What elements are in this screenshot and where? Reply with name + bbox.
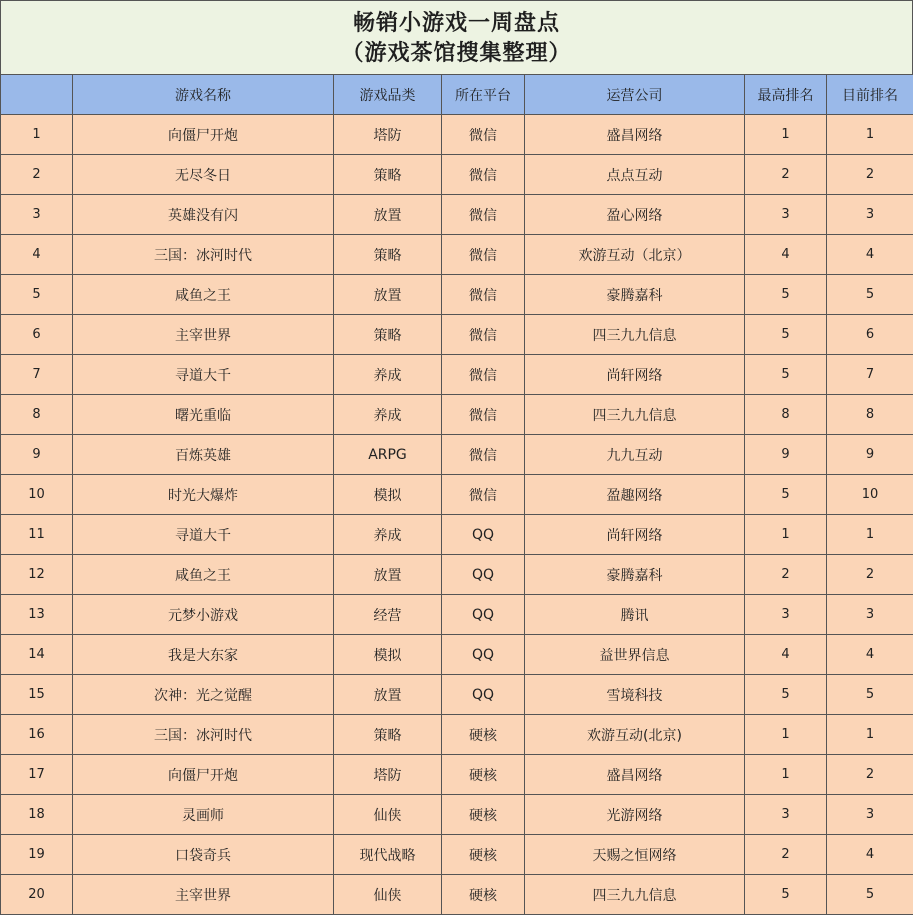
cell-genre: 养成 [334, 355, 442, 395]
cell-game-name: 英雄没有闪 [73, 195, 334, 235]
cell-best-rank: 3 [745, 195, 827, 235]
cell-game-name: 曙光重临 [73, 395, 334, 435]
cell-current-rank: 3 [827, 595, 913, 635]
cell-best-rank: 1 [745, 115, 827, 155]
title-sub: （游戏茶馆搜集整理） [341, 39, 572, 66]
table-row [1, 795, 913, 835]
cell-game-name: 口袋奇兵 [73, 835, 334, 875]
cell-best-rank: 5 [745, 875, 827, 915]
cell-best-rank: 4 [745, 235, 827, 275]
cell-game-name: 灵画师 [73, 795, 334, 835]
cell-genre: 放置 [334, 195, 442, 235]
cell-platform: 硬核 [442, 835, 525, 875]
cell-company: 九九互动 [525, 435, 745, 475]
cell-company: 盛昌网络 [525, 755, 745, 795]
cell-genre: 放置 [334, 275, 442, 315]
cell-current-rank: 3 [827, 795, 913, 835]
cell-current-rank: 2 [827, 755, 913, 795]
cell-company: 盛昌网络 [525, 115, 745, 155]
table-row [1, 155, 913, 195]
cell-current-rank: 5 [827, 875, 913, 915]
cell-index: 6 [1, 315, 73, 355]
cell-best-rank: 1 [745, 715, 827, 755]
cell-genre: ARPG [334, 435, 442, 475]
cell-index: 4 [1, 235, 73, 275]
cell-game-name: 三国：冰河时代 [73, 715, 334, 755]
cell-current-rank: 4 [827, 235, 913, 275]
cell-index: 8 [1, 395, 73, 435]
cell-platform: 硬核 [442, 755, 525, 795]
cell-game-name: 我是大东家 [73, 635, 334, 675]
cell-game-name: 次神：光之觉醒 [73, 675, 334, 715]
cell-best-rank: 2 [745, 555, 827, 595]
cell-platform: QQ [442, 595, 525, 635]
cell-company: 光游网络 [525, 795, 745, 835]
cell-best-rank: 8 [745, 395, 827, 435]
cell-game-name: 三国：冰河时代 [73, 235, 334, 275]
cell-company: 益世界信息 [525, 635, 745, 675]
header-game-name: 游戏名称 [73, 75, 334, 115]
cell-company: 欢游互动（北京） [525, 235, 745, 275]
header-current-rank: 目前排名 [827, 75, 913, 115]
cell-game-name: 寻道大千 [73, 355, 334, 395]
cell-game-name: 向僵尸开炮 [73, 115, 334, 155]
cell-platform: QQ [442, 515, 525, 555]
cell-current-rank: 1 [827, 515, 913, 555]
cell-platform: 微信 [442, 115, 525, 155]
cell-genre: 策略 [334, 715, 442, 755]
cell-company: 豪腾嘉科 [525, 555, 745, 595]
cell-genre: 策略 [334, 155, 442, 195]
table-row [1, 195, 913, 235]
table-row [1, 395, 913, 435]
cell-index: 9 [1, 435, 73, 475]
cell-platform: 硬核 [442, 795, 525, 835]
cell-best-rank: 2 [745, 155, 827, 195]
cell-current-rank: 1 [827, 115, 913, 155]
cell-index: 7 [1, 355, 73, 395]
table-body [1, 115, 913, 915]
cell-platform: 硬核 [442, 715, 525, 755]
cell-company: 四三九九信息 [525, 315, 745, 355]
cell-current-rank: 2 [827, 555, 913, 595]
cell-best-rank: 2 [745, 835, 827, 875]
cell-current-rank: 10 [827, 475, 913, 515]
cell-platform: 微信 [442, 195, 525, 235]
cell-game-name: 时光大爆炸 [73, 475, 334, 515]
cell-current-rank: 2 [827, 155, 913, 195]
header-company: 运营公司 [525, 75, 745, 115]
header-best-rank: 最高排名 [745, 75, 827, 115]
cell-current-rank: 5 [827, 675, 913, 715]
ranking-table [0, 74, 913, 915]
table-row [1, 875, 913, 915]
cell-index: 12 [1, 555, 73, 595]
cell-game-name: 无尽冬日 [73, 155, 334, 195]
cell-best-rank: 4 [745, 635, 827, 675]
cell-genre: 放置 [334, 555, 442, 595]
cell-genre: 模拟 [334, 635, 442, 675]
cell-index: 18 [1, 795, 73, 835]
cell-company: 尚轩网络 [525, 515, 745, 555]
cell-best-rank: 3 [745, 795, 827, 835]
cell-company: 盈趣网络 [525, 475, 745, 515]
cell-platform: 微信 [442, 395, 525, 435]
cell-genre: 模拟 [334, 475, 442, 515]
cell-index: 2 [1, 155, 73, 195]
table-row [1, 435, 913, 475]
cell-index: 14 [1, 635, 73, 675]
cell-company: 四三九九信息 [525, 395, 745, 435]
cell-best-rank: 5 [745, 355, 827, 395]
cell-current-rank: 6 [827, 315, 913, 355]
cell-best-rank: 9 [745, 435, 827, 475]
cell-platform: 微信 [442, 235, 525, 275]
cell-game-name: 主宰世界 [73, 875, 334, 915]
table-row [1, 315, 913, 355]
cell-index: 15 [1, 675, 73, 715]
cell-genre: 仙侠 [334, 795, 442, 835]
cell-best-rank: 3 [745, 595, 827, 635]
cell-current-rank: 1 [827, 715, 913, 755]
cell-index: 3 [1, 195, 73, 235]
table-row [1, 115, 913, 155]
cell-platform: 微信 [442, 315, 525, 355]
table-row [1, 355, 913, 395]
cell-index: 13 [1, 595, 73, 635]
table-row [1, 835, 913, 875]
cell-game-name: 咸鱼之王 [73, 275, 334, 315]
cell-genre: 策略 [334, 315, 442, 355]
cell-current-rank: 4 [827, 835, 913, 875]
cell-index: 1 [1, 115, 73, 155]
table-row [1, 235, 913, 275]
table-row [1, 595, 913, 635]
cell-best-rank: 1 [745, 755, 827, 795]
cell-company: 腾讯 [525, 595, 745, 635]
header-index [1, 75, 73, 115]
title-main: 畅销小游戏一周盘点 [352, 9, 560, 36]
cell-best-rank: 5 [745, 275, 827, 315]
cell-current-rank: 9 [827, 435, 913, 475]
header-row [1, 75, 913, 115]
cell-game-name: 主宰世界 [73, 315, 334, 355]
cell-best-rank: 5 [745, 675, 827, 715]
cell-index: 20 [1, 875, 73, 915]
table-row [1, 715, 913, 755]
cell-current-rank: 7 [827, 355, 913, 395]
cell-platform: 微信 [442, 155, 525, 195]
cell-platform: QQ [442, 555, 525, 595]
table-row [1, 635, 913, 675]
cell-current-rank: 8 [827, 395, 913, 435]
cell-best-rank: 1 [745, 515, 827, 555]
cell-platform: 微信 [442, 275, 525, 315]
cell-current-rank: 4 [827, 635, 913, 675]
cell-genre: 经营 [334, 595, 442, 635]
cell-index: 5 [1, 275, 73, 315]
cell-game-name: 寻道大千 [73, 515, 334, 555]
cell-platform: QQ [442, 635, 525, 675]
cell-game-name: 百炼英雄 [73, 435, 334, 475]
cell-company: 雪境科技 [525, 675, 745, 715]
cell-genre: 养成 [334, 515, 442, 555]
table-row [1, 515, 913, 555]
cell-genre: 塔防 [334, 755, 442, 795]
cell-current-rank: 3 [827, 195, 913, 235]
cell-genre: 养成 [334, 395, 442, 435]
header-platform: 所在平台 [442, 75, 525, 115]
cell-game-name: 咸鱼之王 [73, 555, 334, 595]
cell-platform: 微信 [442, 435, 525, 475]
cell-company: 天赐之恒网络 [525, 835, 745, 875]
cell-company: 盈心网络 [525, 195, 745, 235]
table-row [1, 275, 913, 315]
cell-index: 19 [1, 835, 73, 875]
cell-best-rank: 5 [745, 315, 827, 355]
cell-genre: 现代战略 [334, 835, 442, 875]
table-row [1, 555, 913, 595]
cell-best-rank: 5 [745, 475, 827, 515]
cell-game-name: 元梦小游戏 [73, 595, 334, 635]
table-row [1, 475, 913, 515]
cell-index: 16 [1, 715, 73, 755]
cell-index: 11 [1, 515, 73, 555]
cell-company: 欢游互动(北京) [525, 715, 745, 755]
table-row [1, 675, 913, 715]
cell-platform: 微信 [442, 355, 525, 395]
cell-company: 四三九九信息 [525, 875, 745, 915]
title-block [0, 0, 913, 74]
cell-game-name: 向僵尸开炮 [73, 755, 334, 795]
table-row [1, 755, 913, 795]
cell-genre: 策略 [334, 235, 442, 275]
cell-platform: 硬核 [442, 875, 525, 915]
cell-index: 17 [1, 755, 73, 795]
cell-company: 尚轩网络 [525, 355, 745, 395]
cell-genre: 放置 [334, 675, 442, 715]
cell-platform: 微信 [442, 475, 525, 515]
cell-current-rank: 5 [827, 275, 913, 315]
cell-platform: QQ [442, 675, 525, 715]
cell-genre: 塔防 [334, 115, 442, 155]
cell-genre: 仙侠 [334, 875, 442, 915]
cell-index: 10 [1, 475, 73, 515]
cell-company: 豪腾嘉科 [525, 275, 745, 315]
cell-company: 点点互动 [525, 155, 745, 195]
header-genre: 游戏品类 [334, 75, 442, 115]
